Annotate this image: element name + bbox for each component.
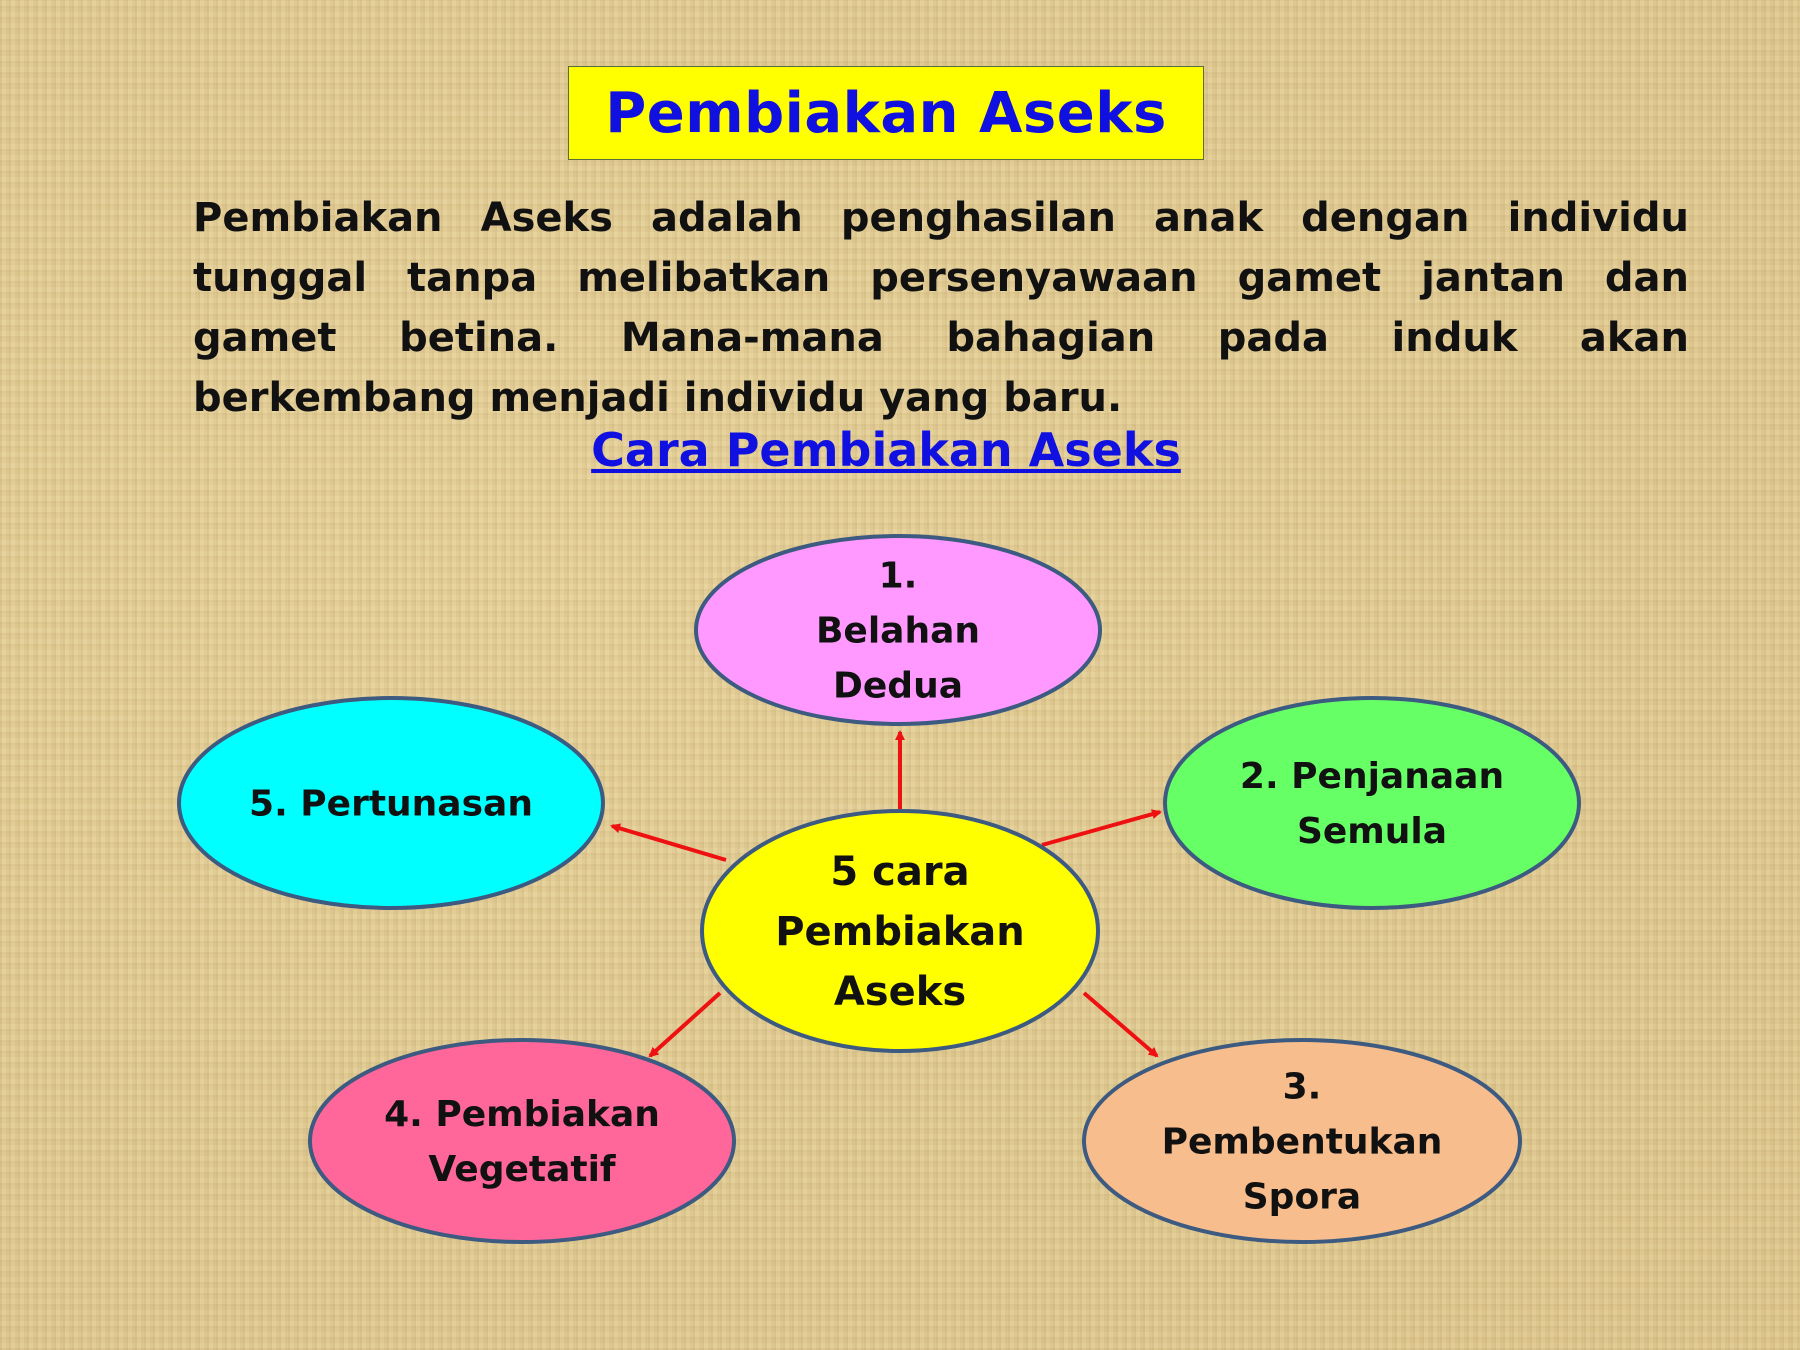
node-pertunasan xyxy=(179,698,603,908)
node-penjanaan-semula-label: 2. Penjanaan xyxy=(1239,756,1505,798)
node-belahan-dedua-label: Belahan xyxy=(815,610,981,652)
node-pembiakan-vegetatif-label: Vegetatif xyxy=(428,1149,616,1191)
node-center-label: Aseks xyxy=(833,969,967,1015)
node-belahan-dedua-label: 1. xyxy=(878,555,918,597)
node-penjanaan-semula-label: Semula xyxy=(1296,811,1448,853)
definition-paragraph: Pembiakan Aseks adalah penghasilan anak dengan individu tunggal tanpa melibatkan persenyawaan gamet jantan dan gamet betina. Mana-mana bahagian pada induk akan berkembang menjadi individu yang baru. xyxy=(193,195,1689,421)
section-subtitle: Cara Pembiakan Aseks xyxy=(591,423,1181,477)
node-pembentukan-spora-label: 3. xyxy=(1282,1066,1322,1108)
node-penjanaan-semula-ellipse xyxy=(1165,698,1579,908)
node-belahan-dedua xyxy=(696,536,1100,724)
node-pembentukan-spora xyxy=(1084,1040,1520,1242)
arrow-to-penjanaan-semula xyxy=(1042,812,1160,845)
node-pembentukan-spora-label: Spora xyxy=(1242,1176,1362,1218)
node-center-label: 5 cara xyxy=(830,849,970,895)
page-title: Pembiakan Aseks xyxy=(605,80,1167,146)
node-pembentukan-spora-label: Pembentukan xyxy=(1161,1121,1443,1163)
arrow-to-pembiakan-vegetatif xyxy=(650,993,720,1056)
node-pembiakan-vegetatif xyxy=(310,1040,734,1242)
node-center-label: Pembiakan xyxy=(775,909,1025,955)
node-center xyxy=(702,811,1098,1051)
node-pembiakan-vegetatif-label: 4. Pembiakan xyxy=(384,1094,660,1136)
node-belahan-dedua-label: Dedua xyxy=(833,665,963,707)
arrow-to-pembentukan-spora xyxy=(1084,993,1157,1056)
arrow-to-pertunasan xyxy=(612,826,726,860)
node-pertunasan-label: 5. Pertunasan xyxy=(249,783,533,825)
node-pembiakan-vegetatif-ellipse xyxy=(310,1040,734,1242)
node-penjanaan-semula xyxy=(1165,698,1579,908)
